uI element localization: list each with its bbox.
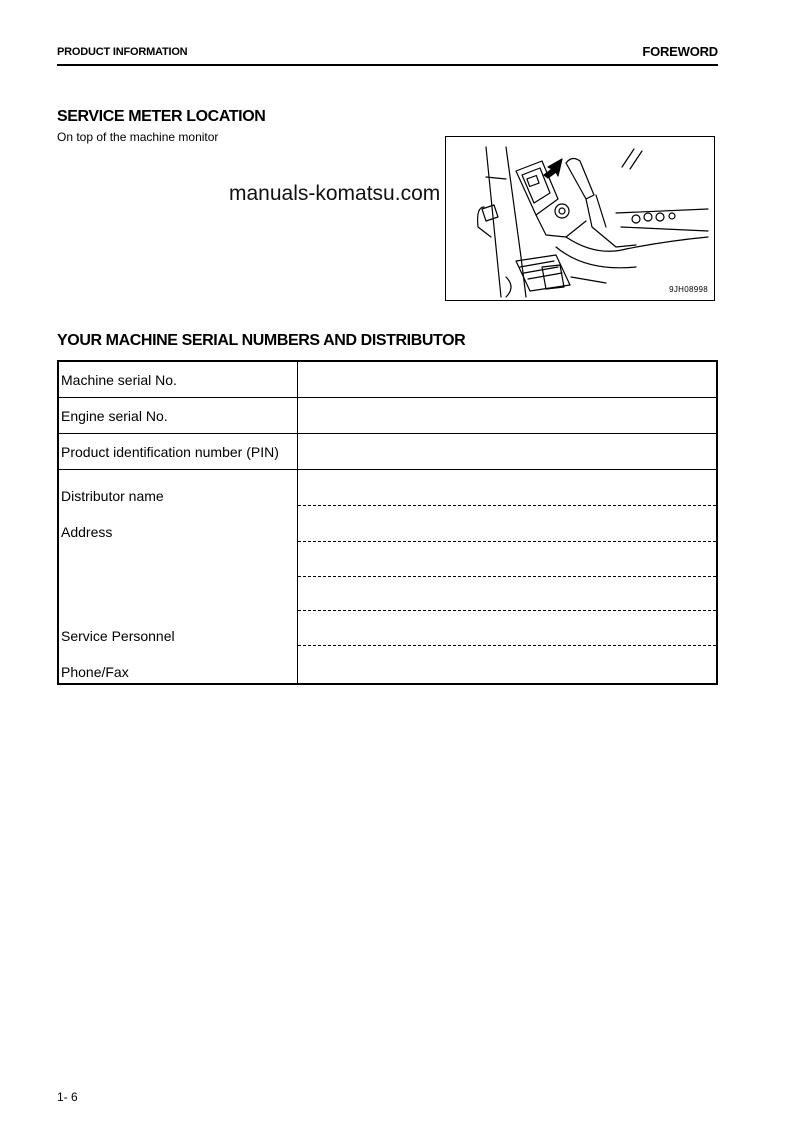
- address-label: Address: [61, 524, 113, 540]
- header-section-title: PRODUCT INFORMATION: [57, 46, 188, 58]
- service-meter-title: SERVICE METER LOCATION: [57, 108, 266, 125]
- engine-serial-label: Engine serial No.: [58, 398, 298, 434]
- pin-label: Product identification number (PIN): [58, 434, 298, 470]
- dashed-entry-line: [298, 576, 716, 577]
- figure-code: 9JH08998: [669, 285, 708, 294]
- distributor-name-label: Distributor name: [61, 488, 164, 504]
- phone-fax-label: Phone/Fax: [61, 664, 129, 680]
- watermark-text: manuals-komatsu.com: [229, 182, 441, 205]
- table-row: [58, 434, 717, 470]
- table-row: [58, 361, 717, 398]
- dashed-entry-line: [298, 610, 716, 611]
- engine-serial-value: [298, 398, 718, 434]
- page-number: 1- 6: [57, 1090, 78, 1104]
- distributor-entry-lines: [298, 470, 718, 685]
- header-rule: [57, 64, 718, 66]
- service-meter-figure: [445, 136, 715, 301]
- distributor-row: [58, 470, 717, 685]
- table-row: [58, 398, 717, 434]
- service-meter-description: On top of the machine monitor: [57, 130, 219, 144]
- distributor-labels: [58, 470, 298, 685]
- dashed-entry-line: [298, 541, 716, 542]
- serial-section-title: YOUR MACHINE SERIAL NUMBERS AND DISTRIBUTOR: [57, 332, 466, 349]
- header-chapter-title: FOREWORD: [642, 44, 718, 59]
- serial-number-table: [57, 360, 718, 685]
- pin-value: [298, 434, 718, 470]
- dashed-entry-line: [298, 505, 716, 506]
- machine-serial-value: [298, 361, 718, 398]
- service-personnel-label: Service Personnel: [61, 628, 175, 644]
- cab-interior-illustration: [446, 137, 714, 300]
- dashed-entry-line: [298, 645, 716, 646]
- machine-serial-label: Machine serial No.: [58, 361, 298, 398]
